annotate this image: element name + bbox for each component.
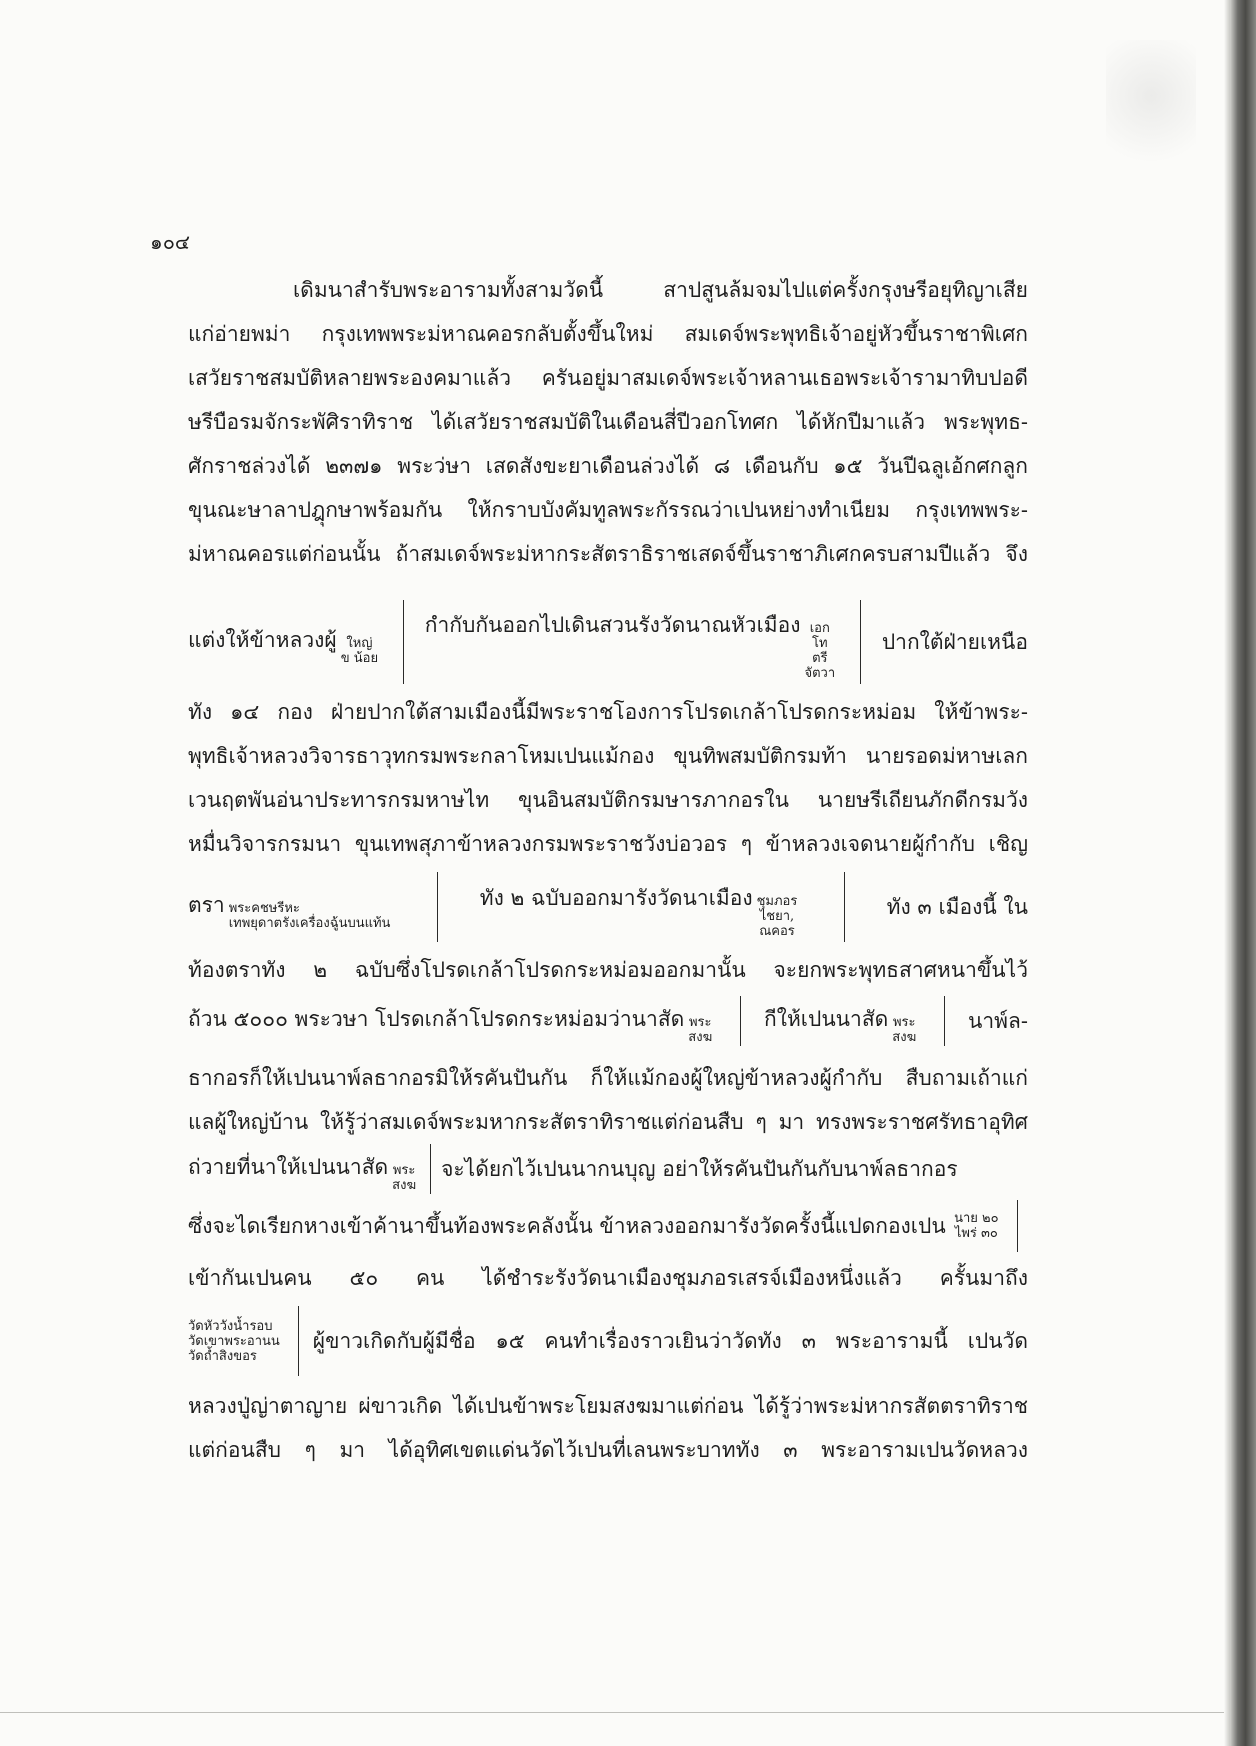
text-line: ขุนณะษาลาปฎุกษาพร้อมกัน ให้กราบบังคัมทูลพระกัรรณว่าเปนหย่างทำเนียม กรุงเทพพระ- <box>188 498 1028 522</box>
side-note <box>804 621 835 681</box>
side-note <box>688 1015 712 1045</box>
line-segment <box>764 997 920 1045</box>
text-line: ศักราชล่วงได้ ๒๓๗๑ พระว่ษา เสดสังขะยาเดือนล่วงได้ ๘ เดือนกับ ๑๕ วันปีฉลูเอ้กศกลูก <box>188 454 1028 478</box>
text-line: แลผู้ใหญ่บ้าน ให้รู้ว่าสมเดจ์พระมหากระสัตราทิราชแต่ก่อนสืบ ๆ มา ทรงพระราชศรัทธาอุทิศ <box>188 1110 1028 1134</box>
annotated-line-2 <box>188 872 1028 942</box>
side-note-line: โท <box>812 636 828 651</box>
text-line: เวนฤตพันอ่นาประทารกรมหาษไท ขุนอินสมบัติกรมษารภากอรใน นายษรีเถียนภักดีกรมวัง <box>188 788 1028 812</box>
side-note-line: เทพยุดาตรังเครื่องฉู้นบนแท้น <box>228 916 391 931</box>
page-bottom-edge <box>0 1712 1224 1713</box>
side-note-line: วัดเขาพระอานน <box>188 1333 280 1349</box>
segment-text: ตรา <box>188 893 225 917</box>
side-note <box>188 1319 280 1364</box>
vertical-rule <box>437 872 438 942</box>
annotated-line-5 <box>188 1200 1028 1252</box>
side-note <box>229 901 391 931</box>
text-line: เดิมนาสำรับพระอารามทั้งสามวัดนี้ สาปสูนล้มจมไปแต่ครั้งกรุงษรีอยุทิญาเสีย <box>293 278 1028 302</box>
paragraph-block-6 <box>188 1384 1028 1472</box>
vertical-rule <box>430 1144 431 1194</box>
side-note-line: ณคอร <box>759 923 795 939</box>
text-line: แก่อ่ายพม่า กรุงเทพพระม่หาณคอรกลับตั้งขึ้นใหม่ สมเดจ์พระพุทธิเจ้าอยู่หัวขึ้นราชาพิเศก <box>188 322 1028 346</box>
segment-text: ปากใต้ฝ่ายเหนือ <box>881 630 1028 654</box>
vertical-rule <box>1017 1200 1018 1252</box>
segment-text: ทัง ๓ เมืองนี้ ใน <box>886 895 1028 919</box>
line-segment <box>480 876 802 939</box>
text-line: เข้ากันเปนคน ๕๐ คน ได้ชำระรังวัดนาเมืองชุมภอรเสรจ์เมืองหนึ่งแล้ว ครั้นมาถึง <box>188 1266 1028 1290</box>
vertical-rule <box>403 600 404 684</box>
vertical-rule <box>944 996 945 1046</box>
side-note-line: ข น้อย <box>340 651 379 666</box>
text-line: ธากอรก็ให้เปนนาพ์ลธากอรมิให้รคันปันกัน ก็ให้แม้กองผู้ใหญ่ข้าหลวงผู้กำกับ สืบถามเถ้าแก่ <box>188 1066 1028 1090</box>
segment-text: ซึ่งจะไดเรียกหางเข้าค้านาขึ้นท้องพระคลังนั้น ข้าหลวงออกมารังวัดครั้งนี้แปดกองเปน <box>188 1214 946 1238</box>
side-note <box>954 1211 998 1241</box>
side-note-line: ตรี <box>812 651 828 666</box>
scan-noise <box>1106 40 1196 180</box>
paragraph-block-4 <box>188 1056 1028 1144</box>
line-segment <box>188 883 394 931</box>
side-note-line: พระ <box>392 1163 416 1178</box>
text-line: ท้องตราทัง ๒ ฉบับซึ่งโปรดเกล้าโปรดกระหม่อมออกมานั้น จะยกพระพุทธสาศหนาขึ้นไว้ <box>188 958 1028 982</box>
side-note-line: ไชยา, <box>759 908 795 924</box>
side-note-line: สงฆ <box>688 1030 713 1045</box>
segment-text: ผู้ขาวเกิดกับผู้มีชื่อ ๑๕ คนทำเรื่องราวเยินว่าวัดทัง ๓ พระอารามนี้ เปนวัด <box>312 1329 1028 1353</box>
annotated-line-1 <box>188 600 1028 684</box>
annotated-line-4 <box>188 1144 1028 1194</box>
side-note-line: พระ <box>688 1015 712 1030</box>
text-line: หมื่นวิจารกรมนา ขุนเทพสุภาข้าหลวงกรมพระราชวังบ่อวอร ๆ ข้าหลวงเจดนายผู้กำกับ เชิญ <box>188 832 1028 856</box>
segment-text: จะได้ยกไว้เปนนากนบุญ อย่าให้รคันปันกันกับนาพ์ลธากอร <box>441 1157 958 1181</box>
segment-text: ทัง ๒ ฉบับออกมารังวัดนาเมือง <box>479 885 753 910</box>
side-note <box>892 1015 916 1045</box>
segment-text: กำกับกันออกไปเดินสวนรังวัดนาณหัวเมือง <box>424 613 801 637</box>
line-segment <box>425 603 839 681</box>
line-segment <box>188 997 716 1045</box>
paragraph-block-3 <box>188 948 1028 992</box>
vertical-rule <box>844 872 845 942</box>
side-note-line: สงฆ <box>392 1178 417 1193</box>
segment-text: ถ้วน ๕๐๐๐ พระวษา โปรดเกล้าโปรดกระหม่อมว่านาสัด <box>188 1007 685 1031</box>
paragraph-block-5 <box>188 1256 1028 1300</box>
side-note-line: ใหญ่ <box>346 636 373 651</box>
side-note-line: วัดถ้ำสิงขอร <box>188 1348 257 1364</box>
side-note-line: เอก <box>809 621 830 636</box>
segment-text: กีให้เปนนาสัด <box>764 1007 889 1031</box>
text-line: ทัง ๑๔ กอง ฝ่ายปากใต้สามเมืองนี้มีพระราชโองการโปรดเกล้าโปรดกระหม่อม ให้ข้าพระ- <box>188 700 1028 724</box>
text-line: ม่หาณคอรแต่ก่อนนั้น ถ้าสมเดจ์พระม่หากระสัตราธิราชเสดจ์ขึ้นราชาภิเศกครบสามปีแล้ว จึง <box>188 542 1028 566</box>
side-note-line: ชุมภอร <box>756 893 798 909</box>
side-note-line: สงฆ <box>892 1030 917 1045</box>
side-note-line: ไพร่ ๓๐ <box>954 1226 998 1241</box>
book-binding-edge <box>1230 0 1256 1746</box>
vertical-rule <box>740 996 741 1046</box>
vertical-rule <box>860 600 861 684</box>
side-note-line: จัตวา <box>804 666 836 681</box>
segment-text: นาพ์ล- <box>968 1009 1028 1033</box>
side-note-line: พระคชษรีหะ <box>228 901 300 916</box>
side-note-line: นาย ๒๐ <box>954 1211 999 1226</box>
paragraph-block-1 <box>188 268 1028 576</box>
side-note-line: พระ <box>892 1015 916 1030</box>
vertical-rule <box>298 1306 299 1376</box>
side-note-line: วัดหัววังน้ำรอบ <box>188 1318 273 1334</box>
text-line: พุทธิเจ้าหลวงวิจารธาวุทกรมพระกลาโหมเปนแม้กอง ขุนทิพสมบัติกรมท้า นายรอดม่หาษเลก <box>188 744 1028 768</box>
side-note <box>341 636 378 666</box>
text-line: ษรีบือรมจักระพัศิราทิราช ได้เสวัยราชสมบัติในเดือนสี่ปีวอกโทศก ได้หักปีมาแล้ว พระพุทธ- <box>188 410 1028 434</box>
paragraph-block-2 <box>188 690 1028 866</box>
page-number: ๑๐๔ <box>150 230 191 254</box>
text-line: เสวัยราชสมบัติหลายพระองคมาแล้ว ครันอยู่มาสมเดจ์พระเจ้าหลานเธอพระเจ้ารามาทิบปอดี <box>188 366 1028 390</box>
line-segment <box>188 1145 420 1193</box>
text-line: หลวงปู่ญ่าตาญาย ผ่ขาวเกิด ได้เปนข้าพระโยมสงฆมาแต่ก่อน ได้รู้ว่าพระม่หากรสัตตราทิราช <box>188 1394 1028 1418</box>
side-note <box>392 1163 416 1193</box>
annotated-line-3 <box>188 996 1028 1046</box>
annotated-line-6 <box>188 1306 1028 1376</box>
line-segment <box>188 618 382 666</box>
text-line: แต่ก่อนสืบ ๆ มา ได้อุทิศเขตแด่นวัดไว้เปนที่เลนพระบาททัง ๓ พระอารามเปนวัดหลวง <box>188 1438 1028 1462</box>
side-note <box>757 894 798 939</box>
segment-text: แต่งให้ข้าหลวงผู้ <box>188 628 337 652</box>
segment-text: ถ่วายที่นาให้เปนนาสัด <box>188 1155 389 1179</box>
